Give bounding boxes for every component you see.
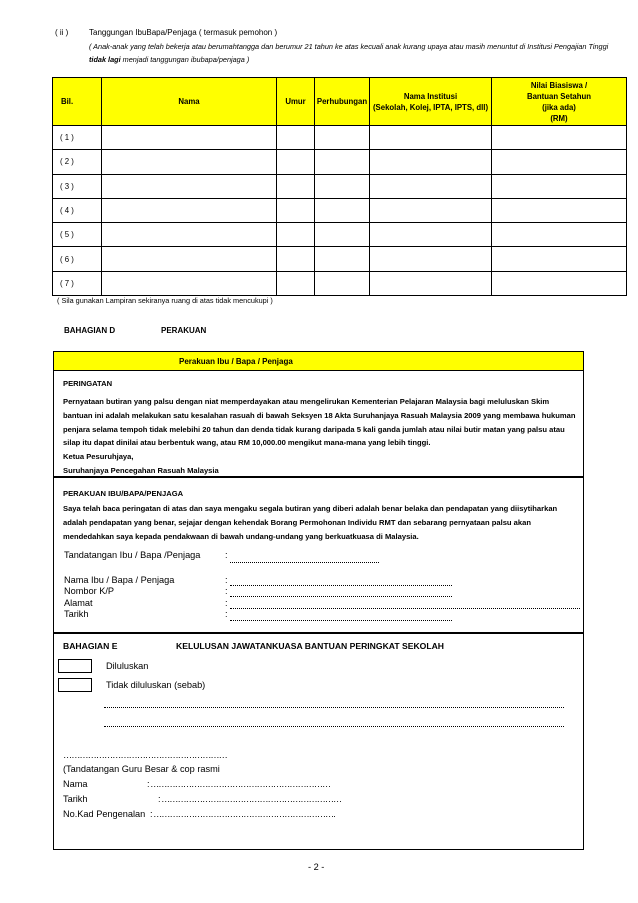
cell-umur[interactable] [277,174,315,198]
cell-umur[interactable] [277,223,315,247]
guru-tarikh-field[interactable]: : ………………………………………………………… [158,794,342,804]
header-nama: Nama [102,78,277,126]
row-number: ( 5 ) [53,223,102,247]
table-header-row [53,78,627,126]
perakuan-box [53,477,584,633]
table-row [53,150,627,174]
table-row [53,198,627,222]
header-biasiswa-line3: (jika ada) [542,102,576,112]
tarikh-field[interactable] [230,620,452,621]
peringatan-line4: silap itu dapat dinilai atau berbentuk wang, atau RM 10,000.00 mengikut mana-mana yang lebih tinggi. [63,438,431,447]
peringatan-line6: Suruhanjaya Pencegahan Rasuah Malaysia [63,466,219,475]
cell-perhubungan[interactable] [315,174,370,198]
table-row [53,247,627,271]
cell-nama[interactable] [102,174,277,198]
peringatan-line5: Ketua Pesuruhjaya, [63,452,134,461]
row-number: ( 6 ) [53,247,102,271]
table-footnote: ( Sila gunakan Lampiran sekiranya ruang di atas tidak mencukupi ) [57,296,273,305]
cell-perhubungan[interactable] [315,223,370,247]
alamat-colon: : [225,598,228,608]
cell-nama[interactable] [102,198,277,222]
dependents-table [52,77,627,296]
nama-penjaga-colon: : [225,575,228,585]
perakuan-box-title: Perakuan Ibu / Bapa / Penjaga [179,357,293,366]
cell-institusi[interactable] [370,247,492,271]
nombor-kp-field[interactable] [230,596,452,597]
tidak-diluluskan-label: Tidak diluluskan (sebab) [106,680,206,690]
bahagian-d-label: BAHAGIAN D [64,326,116,335]
header-institusi-line1: Nama Institusi [403,91,458,101]
nama-penjaga-field[interactable] [230,585,452,586]
bahagian-e-box [53,633,584,850]
cell-biasiswa[interactable] [492,271,627,295]
cell-perhubungan[interactable] [315,150,370,174]
tandatangan-colon: : [225,550,228,560]
row-number: ( 3 ) [53,174,102,198]
cell-nama[interactable] [102,126,277,150]
header-institusi-line2: (Sekolah, Kolej, IPTA, IPTS, dll) [372,102,489,112]
cell-perhubungan[interactable] [315,198,370,222]
tarikh-label: Tarikh [64,609,89,619]
section-note-bold: tidak lagi [89,55,121,64]
cell-nama[interactable] [102,223,277,247]
cell-perhubungan[interactable] [315,271,370,295]
cell-umur[interactable] [277,198,315,222]
row-number: ( 2 ) [53,150,102,174]
cell-nama[interactable] [102,271,277,295]
cell-institusi[interactable] [370,198,492,222]
header-perhubungan: Perhubungan [315,78,370,126]
section-note-line1: ( Anak-anak yang telah bekerja atau berumahtangga dan berumur 21 tahun ke atas kecuali anak kurang upaya atau masih menuntut di Institusi Pengajian Tinggi [89,42,609,51]
guru-nokp-field[interactable]: : …………………………………………………………. [150,809,335,819]
cell-umur[interactable] [277,150,315,174]
alamat-label: Alamat [64,598,93,608]
bahagian-e-title: KELULUSAN JAWATANKUASA BANTUAN PERINGKAT SEKOLAH [176,641,444,651]
cell-institusi[interactable] [370,126,492,150]
nombor-kp-colon: : [225,586,228,596]
cell-biasiswa[interactable] [492,174,627,198]
guru-nama-label: Nama [63,779,88,789]
perakuan-line1: Saya telah baca peringatan di atas dan saya mengaku segala butiran yang diberi adalah benar belaka dan pendapatan yang diisytiharkan [63,504,558,513]
diluluskan-label: Diluluskan [106,661,149,671]
bahagian-d-title: PERAKUAN [161,326,207,335]
signature-dots[interactable]: …………………………………………………… [63,750,227,760]
cell-institusi[interactable] [370,174,492,198]
peringatan-box [53,370,584,477]
cell-biasiswa[interactable] [492,150,627,174]
table-row [53,174,627,198]
peringatan-heading: PERINGATAN [63,379,113,388]
section-note-rest: menjadi tanggungan ibubapa/penjaga ) [120,55,250,64]
cell-biasiswa[interactable] [492,198,627,222]
perakuan-title-bar [53,351,584,371]
alamat-field[interactable] [230,608,580,609]
peringatan-line1: Pernyataan butiran yang palsu dengan niat memperdayakan atau mengelirukan Kementerian Pelajaran Malaysia bagi meluluskan Skim [63,397,550,406]
perakuan-line2: adalah pendapatan yang benar, sejajar dengan kehendak Borang Permohonan Individu RMT dan sebarang pernyataan palsu akan [63,518,531,527]
header-biasiswa-line4: (RM) [550,113,568,123]
perakuan-line3: mendedahkan saya kepada pendakwaan di bawah undang-undang yang berkuatkuasa di Malaysia. [63,532,419,541]
peringatan-line3: penjara selama tempoh tidak melebihi 20 tahun dan denda tidak kurang daripada 5 kali ganda jumlah atau nilai butir matan yang palsu atau [63,425,565,434]
section-note-line2 [89,55,249,64]
diluluskan-checkbox[interactable] [58,659,92,673]
cell-institusi[interactable] [370,150,492,174]
tandatangan-label: Tandatangan Ibu / Bapa /Penjaga [64,550,201,560]
nombor-kp-label: Nombor K/P [64,586,115,596]
header-biasiswa [492,78,627,126]
cell-biasiswa[interactable] [492,126,627,150]
peringatan-line2: bantuan ini adalah melakukan satu kesalahan rasuah di bawah Seksyen 18 Akta Suruhanjaya Rasuah Malaysia 2009 yang membawa hukuman [63,411,576,420]
tarikh-colon: : [225,609,228,619]
cell-nama[interactable] [102,150,277,174]
table-row [53,223,627,247]
header-umur: Umur [277,78,315,126]
cell-umur[interactable] [277,126,315,150]
tandatangan-field[interactable] [230,562,379,563]
page-number: - 2 - [308,862,325,872]
header-institusi [370,78,492,126]
guru-nokp-label: No.Kad Pengenalan [63,809,146,819]
cell-perhubungan[interactable] [315,126,370,150]
signature-label: (Tandatangan Guru Besar & cop rasmi [63,764,220,774]
nama-penjaga-label: Nama Ibu / Bapa / Penjaga [64,575,175,585]
header-biasiswa-line1: Nilai Biasiswa / [530,80,588,90]
tidak-diluluskan-checkbox[interactable] [58,678,92,692]
cell-biasiswa[interactable] [492,247,627,271]
row-number: ( 7 ) [53,271,102,295]
row-number: ( 4 ) [53,198,102,222]
section-title: Tanggungan IbuBapa/Penjaga ( termasuk pemohon ) [89,28,278,37]
header-bil: Bil. [53,78,102,126]
perakuan-heading: PERAKUAN IBU/BAPA/PENJAGA [63,489,184,498]
cell-institusi[interactable] [370,271,492,295]
cell-biasiswa[interactable] [492,223,627,247]
cell-institusi[interactable] [370,223,492,247]
header-biasiswa-line2: Bantuan Setahun [526,91,592,101]
guru-nama-field[interactable]: : ………………………………………………………… [147,779,331,789]
bahagian-e-label: BAHAGIAN E [63,641,118,651]
cell-umur[interactable] [277,247,315,271]
row-number: ( 1 ) [53,126,102,150]
cell-umur[interactable] [277,271,315,295]
table-row [53,271,627,295]
sebab-line-1[interactable] [104,707,564,708]
cell-perhubungan[interactable] [315,247,370,271]
section-number: ( ii ) [55,28,69,37]
table-row [53,126,627,150]
guru-tarikh-label: Tarikh [63,794,88,804]
cell-nama[interactable] [102,247,277,271]
sebab-line-2[interactable] [104,726,564,727]
